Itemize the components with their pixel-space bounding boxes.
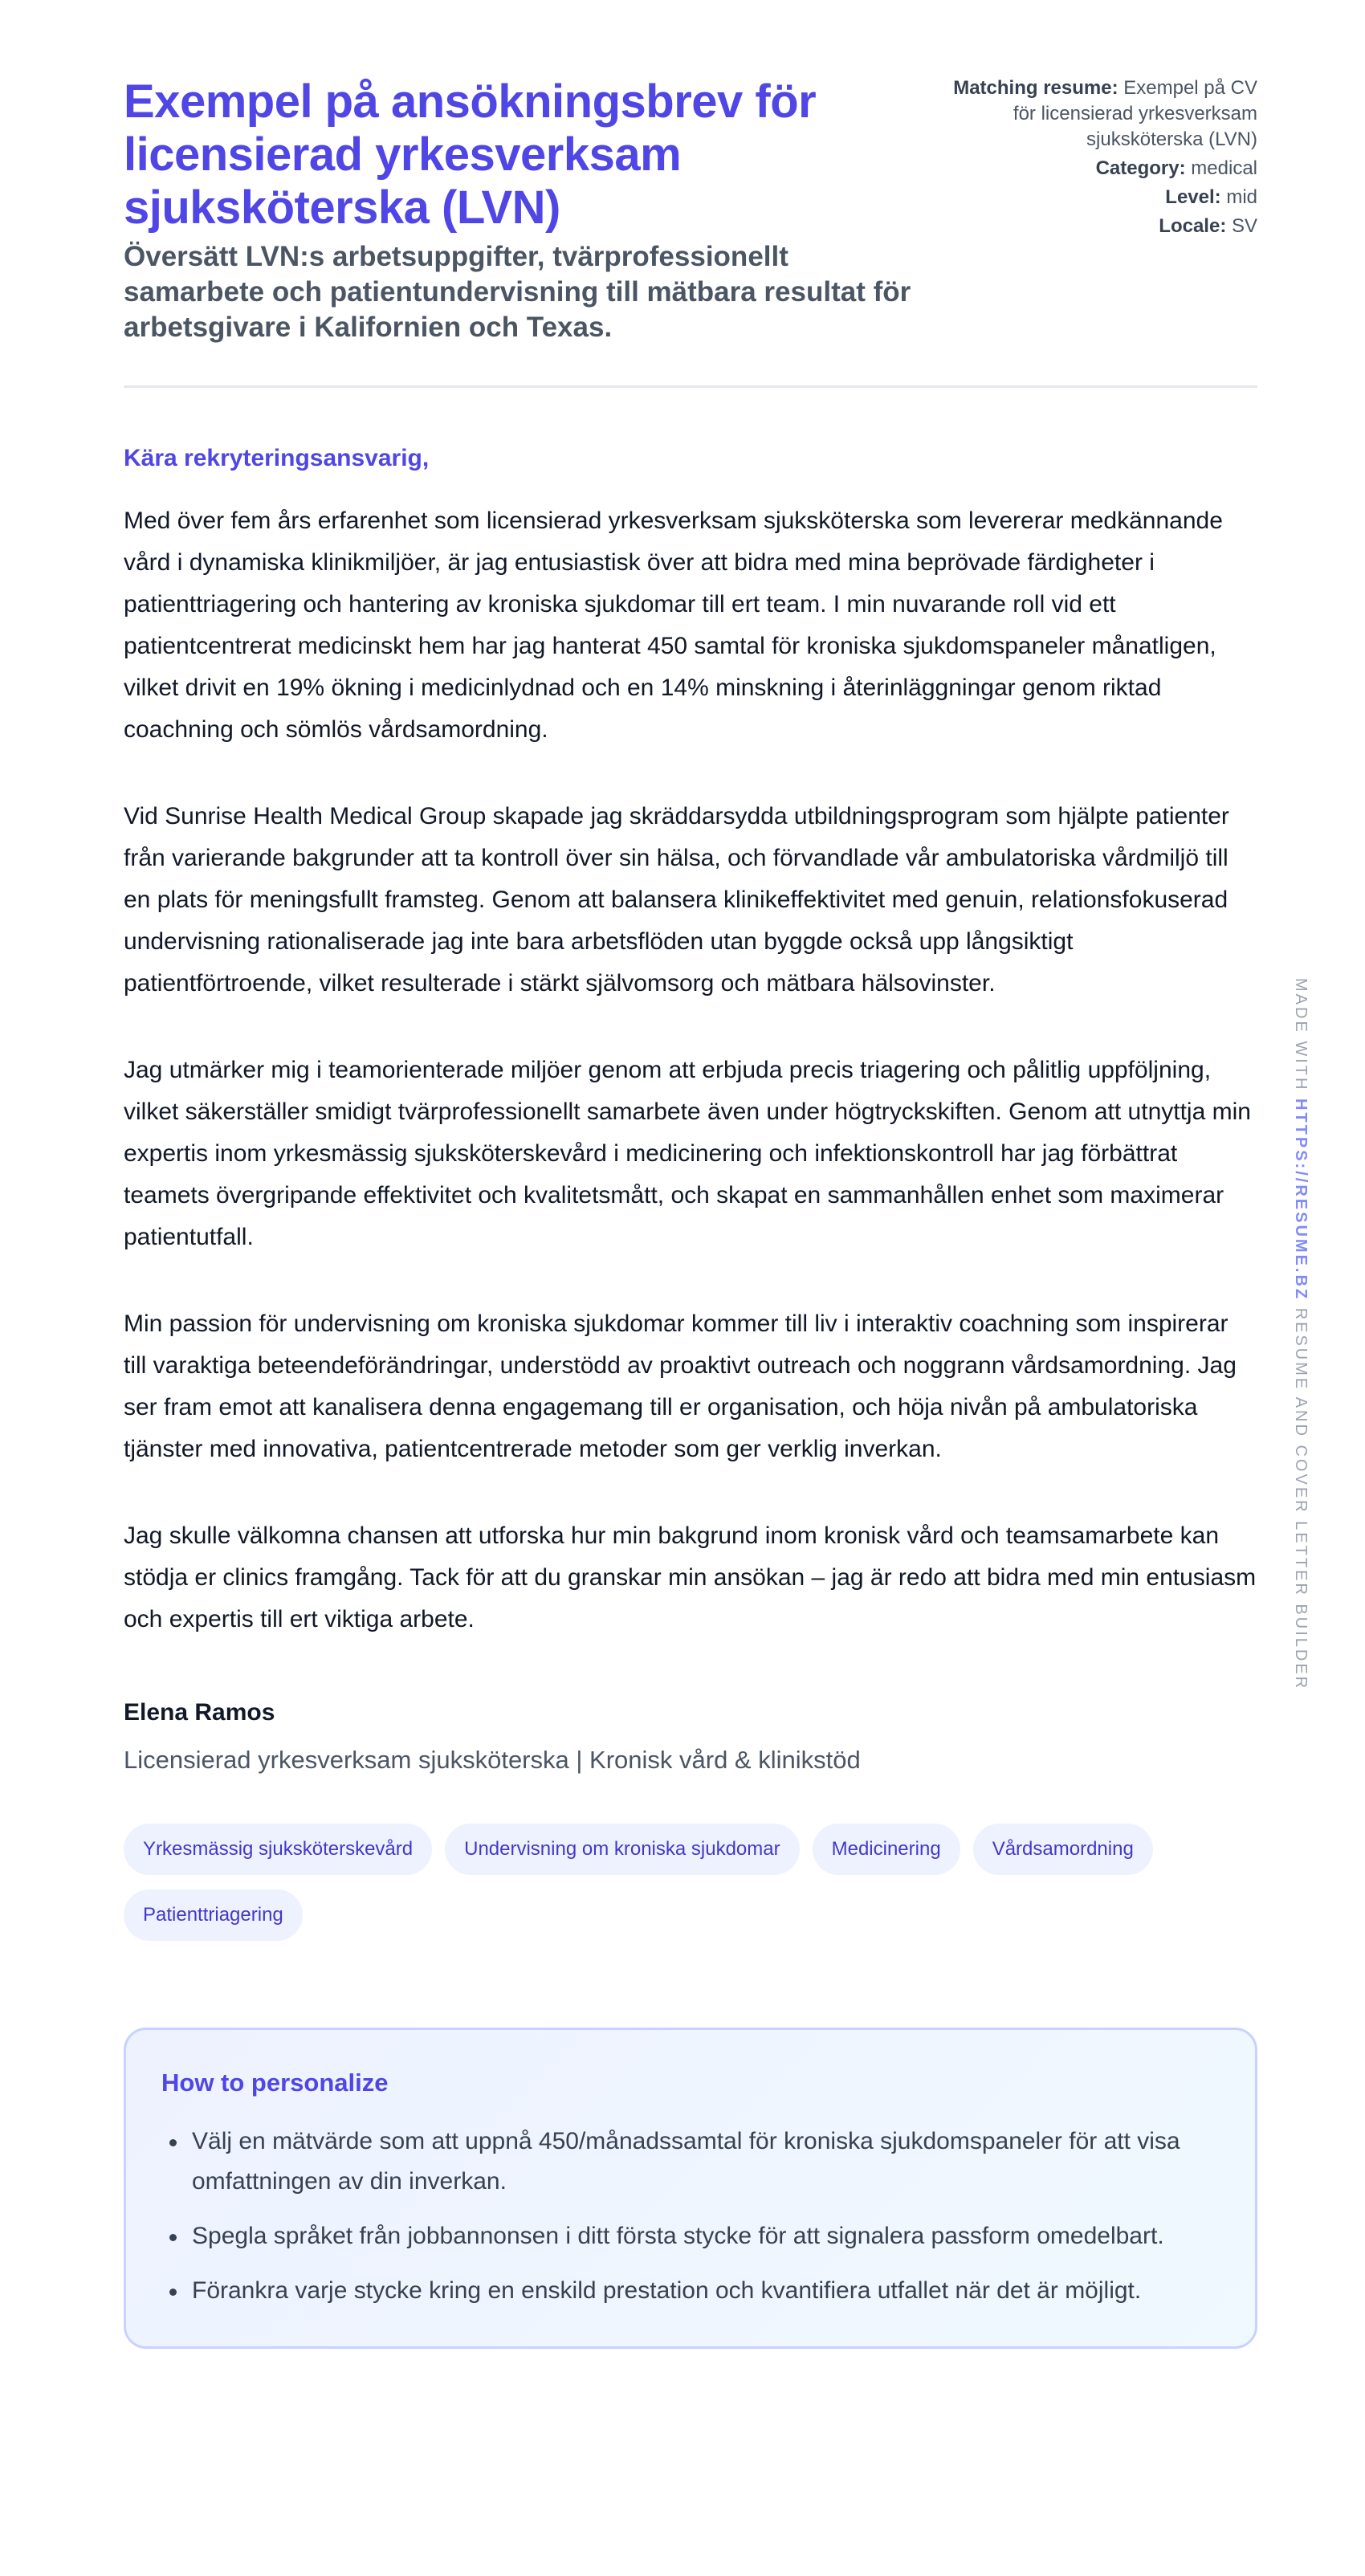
meta-category-value: medical xyxy=(1191,157,1257,179)
meta-locale-value: SV xyxy=(1231,215,1257,237)
meta-level-label: Level: xyxy=(1165,186,1221,208)
bullet-icon xyxy=(169,2289,177,2296)
skill-tag: Yrkesmässig sjuksköterskevård xyxy=(124,1824,432,1875)
letter-paragraph: Vid Sunrise Health Medical Group skapade jag skräddarsydda utbildningsprogram som hjälpte patienter från varierande bakgrunder att ta kontroll över sin hälsa, och förvandlade vår ambulatoriska vårdmiljö till en plats för meningsfullt framsteg. Genom att balansera klinikeffektivitet med genuin, relationsfokuserad undervisning rationaliserade jag inte bara arbetsflöden utan byggde också upp långsiktigt patientförtroende, vilket resulterade i stärkt självomsorg och mätbara hälsovinster. xyxy=(124,803,1229,997)
credit-link[interactable]: HTTPS://RESUME.BZ xyxy=(1292,1098,1310,1302)
signature-title: Licensierad yrkesverksam sjuksköterska | Kronisk vård & klinikstöd xyxy=(124,1746,861,1774)
bullet-icon xyxy=(169,2139,177,2146)
letter-body xyxy=(124,500,1257,1641)
tips-item-text: Förankra varje stycke kring en enskild prestation och kvantifiera utfallet när det är möjligt. xyxy=(192,2277,1142,2304)
letter-paragraph: Jag skulle välkomna chansen att utforska hur min bakgrund inom kronisk vård och teamsamarbete kan stödja er clinics framgång. Tack för att du granskar min ansökan – jag är redo att bidra med min entusiasm och expertis till ert viktiga arbete. xyxy=(124,1522,1257,1632)
header-title-block xyxy=(124,75,927,345)
tips-list-item xyxy=(161,2271,1220,2311)
bullet-icon xyxy=(169,2234,177,2241)
meta-matching-resume xyxy=(936,75,1257,153)
skill-tag: Medicinering xyxy=(813,1824,960,1875)
letter-paragraph: Jag utmärker mig i teamorienterade miljöer genom att erbjuda precis triagering och pålitlig uppföljning, vilket säkerställer smidigt tvärprofessionellt samarbete även under högtryckskiften. Genom att utnyttja min expertis inom yrkesmässig sjuksköterskevård i medicinering och infektionskontroll har jag förbättrat teamets övergripande effektivitet och kvalitetsmått, och skapat en sammanhållen enhet som maximerar patientutfall. xyxy=(124,1057,1251,1250)
skill-tag: Undervisning om kroniska sjukdomar xyxy=(445,1824,800,1875)
tips-item-text: Spegla språket från jobbannonsen i ditt första stycke för att signalera passform omedelbart. xyxy=(192,2223,1164,2249)
meta-locale-label: Locale: xyxy=(1159,215,1227,237)
meta-level-value: mid xyxy=(1226,186,1257,208)
credit-prefix: MADE WITH xyxy=(1292,978,1310,1092)
meta-category xyxy=(936,156,1257,181)
tips-list-item xyxy=(161,2216,1220,2256)
meta-category-label: Category: xyxy=(1095,157,1186,179)
letter-greeting: Kära rekryteringsansvarig, xyxy=(124,445,430,471)
skill-tags xyxy=(124,1824,1257,1941)
letter-paragraph: Med över fem års erfarenhet som licensierad yrkesverksam sjuksköterska som levererar medkännande vård i dynamiska klinikmiljöer, är jag entusiastisk över att bidra med mina beprövade färdigheter i patienttriagering och hantering av kroniska sjukdomar till ert team. I min nuvarande roll vid ett patientcentrerat medicinskt hem har jag hanterat 450 samtal för kroniska sjukdomspaneler månatligen, vilket drivit en 19% ökning i medicinlydnad och en 14% minskning i återinläggningar genom riktad coachning och sömlös vårdsamordning. xyxy=(124,507,1223,743)
skill-tag: Patienttriagering xyxy=(124,1889,303,1941)
personalize-tips-box xyxy=(124,2028,1257,2349)
meta-level xyxy=(936,185,1257,210)
meta-matching-resume-label: Matching resume: xyxy=(953,77,1118,99)
header xyxy=(124,0,1257,388)
page-subtitle: Översätt LVN:s arbetsuppgifter, tvärprofessionellt samarbete och patientundervisning till mätbara resultat för arbetsgivare i Kalifornien och Texas. xyxy=(124,241,911,343)
tips-item-text: Välj en mätvärde som att uppnå 450/månadssamtal för kroniska sjukdomspaneler för att visa omfattningen av din inverkan. xyxy=(192,2128,1180,2195)
side-credit xyxy=(1291,978,1310,1690)
meta-panel xyxy=(936,75,1257,243)
page-title: Exempel på ansökningsbrev för licensierad yrkesverksam sjuksköterska (LVN) xyxy=(124,75,817,234)
meta-matching-resume-value: Exempel på CV för licensierad yrkesverksam sjuksköterska (LVN) xyxy=(1013,77,1257,150)
cover-letter-page xyxy=(124,0,1257,2349)
tips-list-item xyxy=(161,2122,1220,2202)
signature-name: Elena Ramos xyxy=(124,1699,275,1726)
tips-title: How to personalize xyxy=(161,2069,389,2097)
skill-tag: Vårdsamordning xyxy=(973,1824,1153,1875)
signature-block xyxy=(124,1697,1257,1777)
letter-paragraph: Min passion för undervisning om kroniska sjukdomar kommer till liv i interaktiv coachning som inspirerar till varaktiga beteendeförändringar, understödd av proaktivt outreach och noggrann vårdsamordning. Jag ser fram emot att kanalisera denna engagemang till er organisation, och höja nivån på ambulatoriska tjänster med innovativa, patientcentrerade metoder som ger verklig inverkan. xyxy=(124,1310,1237,1462)
meta-locale xyxy=(936,214,1257,239)
credit-suffix: RESUME AND COVER LETTER BUILDER xyxy=(1292,1307,1310,1691)
tips-list xyxy=(161,2122,1220,2311)
